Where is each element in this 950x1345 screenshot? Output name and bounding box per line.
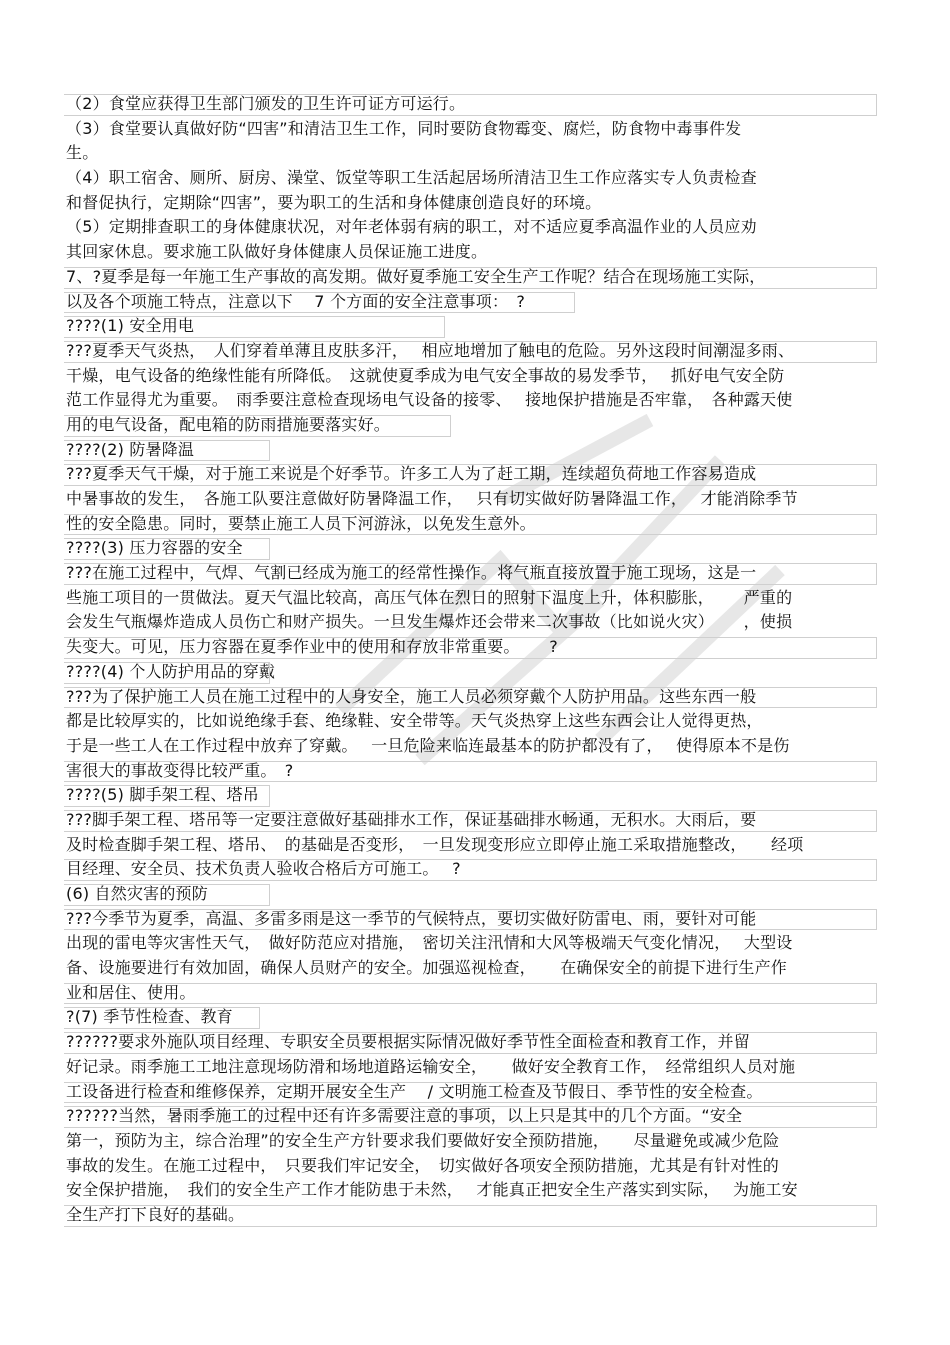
text-line: 些施工项目的一贯做法。夏天气温比较高，高压气体在烈日的照射下温度上升，体积膨胀， 严重的: [66, 587, 793, 607]
text-line: ??????要求外施队项目经理、专职安全员要根据实际情况做好季节性全面检查和教育工作，并留: [66, 1030, 886, 1055]
text-line: ???脚手架工程、塔吊等一定要注意做好基础排水工作，保证基础排水畅通，无积水。大雨后，要: [66, 808, 886, 833]
text-line: 以及各个项施工特点，注意以下 7 个方面的安全注意事项： ?: [66, 290, 886, 315]
text-line: 和督促执行，定期除“四害”，要为职工的生活和身体健康创造良好的环境。: [66, 192, 602, 212]
text-line: （5）定期排查职工的身体健康状况，对年老体弱有病的职工，对不适应夏季高温作业的人员应劝: [66, 217, 757, 237]
text-line: 都是比较厚实的，比如说绝缘手套、绝缘鞋、安全带等。天气炎热穿上这些东西会让人觉得更热，: [66, 711, 763, 731]
text-line: 工设备进行检查和维修保养，定期开展安全生产 / 文明施工检查及节假日、季节性的安全检查。: [66, 1080, 886, 1105]
section-heading: ????(3) 压力容器的安全: [66, 536, 886, 561]
text-line: 干燥，电气设备的绝缘性能有所降低。 这就使夏季成为电气安全事故的易发季节， 抓好电气安全防: [66, 365, 785, 385]
text-line: 会发生气瓶爆炸造成人员伤亡和财产损失。一旦发生爆炸还会带来二次事故（比如说火灾） ，使损: [66, 612, 793, 632]
section-heading: ????(2) 防暑降温: [66, 438, 886, 463]
text-line: ???在施工过程中，气焊、气割已经成为施工的经常性操作。将气瓶直接放置于施工现场，这是一: [66, 561, 886, 586]
text-line: 于是一些工人在工作过程中放弃了穿戴。 一旦危险来临连最基本的防护都没有了， 使得原本不是伤: [66, 735, 790, 755]
section-heading: ????(4) 个人防护用品的穿戴: [66, 660, 886, 685]
text-line: ??????当然，暑雨季施工的过程中还有许多需要注意的事项，以上只是其中的几个方面。“安全: [66, 1104, 886, 1129]
text-line: 全生产打下良好的基础。: [66, 1203, 886, 1228]
section-heading: ????(5) 脚手架工程、塔吊: [66, 783, 886, 808]
text-line: 用的电气设备，配电箱的防雨措施要落实好。: [66, 413, 886, 438]
text-line: （4）职工宿舍、厕所、厨房、澡堂、饭堂等职工生活起居场所清洁卫生工作应落实专人负责检查: [66, 168, 757, 188]
section-heading: (6) 自然灾害的预防: [66, 882, 886, 907]
text-line: ???夏季天气炎热， 人们穿着单薄且皮肤多汗， 相应地增加了触电的危险。另外这段时间潮湿多雨、: [66, 339, 886, 364]
text-line: 第一，预防为主，综合治理”的安全生产方针要求我们要做好安全预防措施， 尽量避免或减少危险: [66, 1130, 780, 1150]
text-line: 安全保护措施， 我们的安全生产工作才能防患于未然， 才能真正把安全生产落实到实际， 为施工安: [66, 1180, 798, 1200]
text-line: 业和居住、使用。: [66, 981, 886, 1006]
section-heading: ????(1) 安全用电: [66, 314, 886, 339]
text-line: 及时检查脚手架工程、塔吊、 的基础是否变形， 一旦发现变形应立即停止施工采取措施整改， 经项: [66, 834, 804, 854]
text-line: （3）食堂要认真做好防“四害”和清洁卫生工作，同时要防食物霉变、腐烂，防食物中毒事件发: [66, 118, 742, 138]
document-body: [66, 92, 886, 1228]
text-line: ???为了保护施工人员在施工过程中的人身安全，施工人员必须穿戴个人防护用品。这些东西一般: [66, 685, 886, 710]
text-line: 出现的雷电等灾害性天气， 做好防范应对措施， 密切关注汛情和大风等极端天气变化情况， 大型设: [66, 933, 793, 953]
text-line: 生。: [66, 143, 99, 163]
text-line: 7、?夏季是每一年施工生产事故的高发期。做好夏季施工安全生产工作呢？结合在现场施工实际，: [66, 265, 886, 290]
text-line: ???今季节为夏季，高温、多雷多雨是这一季节的气候特点，要切实做好防雷电、雨，要针对可能: [66, 907, 886, 932]
text-line: 性的安全隐患。同时，要禁止施工人员下河游泳，以免发生意外。: [66, 512, 886, 537]
text-line: 失变大。可见，压力容器在夏季作业中的使用和存放非常重要。 ?: [66, 635, 886, 660]
text-line: 范工作显得尤为重要。 雨季要注意检查现场电气设备的接零、 接地保护措施是否牢靠， 各种露天使: [66, 390, 793, 410]
text-line: 事故的发生。在施工过程中， 只要我们牢记安全， 切实做好各项安全预防措施，尤其是有针对性的: [66, 1155, 780, 1175]
text-line: 其回家休息。要求施工队做好身体健康人员保证施工进度。: [66, 242, 488, 262]
text-line: 中暑事故的发生， 各施工队要注意做好防暑降温工作， 只有切实做好防暑降温工作， 才能消除季节: [66, 489, 798, 508]
text-line: 害很大的事故变得比较严重。 ?: [66, 759, 886, 784]
text-line: （2）食堂应获得卫生部门颁发的卫生许可证方可运行。: [66, 92, 886, 117]
text-line: 好记录。雨季施工工地注意现场防滑和场地道路运输安全， 做好安全教育工作， 经常组织人员对施: [66, 1056, 796, 1076]
text-line: 目经理、安全员、技术负责人验收合格后方可施工。 ?: [66, 857, 886, 882]
text-line: ???夏季天气干燥，对于施工来说是个好季节。许多工人为了赶工期，连续超负荷地工作容易造成: [66, 462, 886, 487]
section-heading: ?(7) 季节性检查、教育: [66, 1005, 886, 1030]
text-line: 备、设施要进行有效加固，确保人员财产的安全。加强巡视检查， 在确保安全的前提下进行生产作: [66, 958, 788, 978]
